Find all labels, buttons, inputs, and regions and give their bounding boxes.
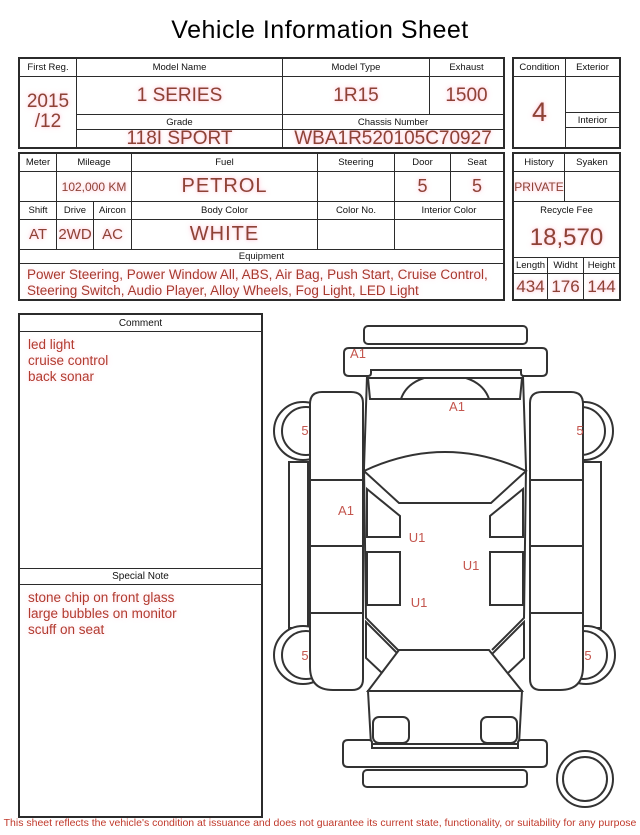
door-header: Door xyxy=(395,154,451,172)
damage-label-bumper: A1 xyxy=(350,346,366,361)
damage-label-wheel-fl: 5 xyxy=(301,423,309,438)
condition-table xyxy=(512,57,621,149)
body-color-header: Body Color xyxy=(132,202,318,220)
front-bumper-shape xyxy=(344,348,547,376)
aircon-header: Aircon xyxy=(94,202,132,220)
syaken-header: Syaken xyxy=(565,154,619,172)
first-reg-month: /12 xyxy=(34,111,62,132)
length-value: 434 xyxy=(514,274,548,299)
syaken-value xyxy=(565,172,619,202)
comment-box xyxy=(18,313,263,818)
first-reg-value xyxy=(20,77,77,147)
model-type-value: 1R15 xyxy=(283,77,430,115)
mileage-header: Mileage xyxy=(57,154,132,172)
height-header: Height xyxy=(584,258,619,274)
disclaimer-text: This sheet reflects the vehicle's condition at issuance and does not guarantee its current state, functionality, or suitability for any purpose xyxy=(3,817,637,829)
fender-rear-right-shape xyxy=(530,613,583,690)
damage-label-underbody-1: U1 xyxy=(408,530,426,545)
length-header: Length xyxy=(514,258,548,274)
seat-header: Seat xyxy=(451,154,503,172)
comment-header: Comment xyxy=(20,315,261,332)
interior-value xyxy=(566,128,619,147)
windshield-shape xyxy=(364,452,526,503)
floor-panel-right-shape xyxy=(490,552,523,605)
model-type-header: Model Type xyxy=(283,59,430,77)
history-value: PRIVATE xyxy=(514,172,565,202)
grade-value: 118I SPORT xyxy=(77,130,283,147)
width-value: 176 xyxy=(548,274,584,299)
left-sill-shape xyxy=(289,462,308,628)
chassis-number-header: Chassis Number xyxy=(283,115,503,130)
exhaust-header: Exhaust xyxy=(430,59,503,77)
interior-header: Interior xyxy=(566,113,619,128)
registration-table xyxy=(18,57,505,149)
rear-plate-bar-shape xyxy=(363,770,527,787)
meter-value xyxy=(20,172,57,202)
damage-label-wheel-rl: 5 xyxy=(301,648,309,663)
special-note-line: scuff on seat xyxy=(28,622,105,638)
exterior-value xyxy=(566,77,619,113)
model-name-value: 1 SERIES xyxy=(77,77,283,115)
fuel-header: Fuel xyxy=(132,154,318,172)
equipment-header: Equipment xyxy=(20,250,503,264)
floor-panel-left-shape xyxy=(367,552,400,605)
exhaust-value: 1500 xyxy=(430,77,503,115)
damage-label-door: A1 xyxy=(338,503,354,518)
color-no-value xyxy=(318,220,395,250)
drive-header: Drive xyxy=(57,202,94,220)
comment-text xyxy=(20,332,261,568)
body-color-value: WHITE xyxy=(132,220,318,250)
shift-header: Shift xyxy=(20,202,57,220)
fuel-value: PETROL xyxy=(132,172,318,202)
comment-line: led light xyxy=(28,337,75,352)
damage-label-hood: A1 xyxy=(449,399,465,414)
special-note-header: Special Note xyxy=(20,568,261,585)
damage-label-wheel-fr: 5 xyxy=(576,423,584,438)
special-note-line: stone chip on front glass xyxy=(28,590,175,605)
door-value: 5 xyxy=(395,172,451,202)
tail-lamp-left-shape xyxy=(373,717,409,743)
recycle-fee-value: 18,570 xyxy=(514,218,619,258)
history-header: History xyxy=(514,154,565,172)
interior-color-header: Interior Color xyxy=(395,202,503,220)
color-no-header: Color No. xyxy=(318,202,395,220)
rear-door-right-shape xyxy=(530,546,583,613)
damage-label-underbody-2: U1 xyxy=(462,558,480,573)
height-value: 144 xyxy=(587,276,616,296)
front-plate-bar-shape xyxy=(364,326,527,344)
special-note-text xyxy=(20,585,261,816)
fender-front-right-shape xyxy=(530,392,583,480)
meter-header: Meter xyxy=(20,154,57,172)
drive-value: 2WD xyxy=(57,220,94,250)
exterior-header: Exterior xyxy=(566,59,619,77)
condition-header: Condition xyxy=(514,59,566,77)
model-name-header: Model Name xyxy=(77,59,283,77)
equipment-value: Power Steering, Power Window All, ABS, Air Bag, Push Start, Cruise Control, Steering Switch, Audio Player, Alloy Wheels, Fog Light, LED Light xyxy=(27,267,488,299)
mileage-value: 102,000 KM xyxy=(57,172,132,202)
page-title: Vehicle Information Sheet xyxy=(171,16,469,44)
condition-value: 4 xyxy=(514,77,566,147)
tail-lamp-right-shape xyxy=(481,717,517,743)
hood-shape xyxy=(368,378,522,399)
fender-rear-left-shape xyxy=(310,613,363,690)
shift-value: AT xyxy=(20,220,57,250)
recycle-fee-header: Recycle Fee xyxy=(540,204,593,216)
rear-door-left-shape xyxy=(310,546,363,613)
damage-label-wheel-rr: 5 xyxy=(584,648,592,663)
interior-color-value xyxy=(395,220,503,250)
fender-front-left-shape xyxy=(310,392,363,480)
steering-header: Steering xyxy=(318,154,395,172)
seat-value: 5 xyxy=(451,172,503,202)
front-door-right-shape xyxy=(530,480,583,546)
spare-tire xyxy=(557,751,613,807)
comment-line: cruise control xyxy=(28,353,109,369)
history-fee-table xyxy=(512,152,621,301)
first-reg-header: First Reg. xyxy=(20,59,77,77)
special-note-line: large bubbles on monitor xyxy=(28,606,177,622)
right-sill-shape xyxy=(582,462,601,628)
comment-line: back sonar xyxy=(28,369,95,385)
damage-label-underbody-3: U1 xyxy=(410,595,428,610)
steering-value xyxy=(318,172,395,202)
width-header: Widht xyxy=(548,258,584,274)
front-door-left-shape xyxy=(310,480,363,546)
chassis-number-value: WBA1R520105C70927 xyxy=(294,130,492,147)
first-reg-year: 2015 xyxy=(26,91,70,113)
aircon-value: AC xyxy=(94,220,132,250)
car-damage-diagram xyxy=(270,310,640,815)
grade-header: Grade xyxy=(77,115,283,130)
specs-table xyxy=(18,152,505,301)
